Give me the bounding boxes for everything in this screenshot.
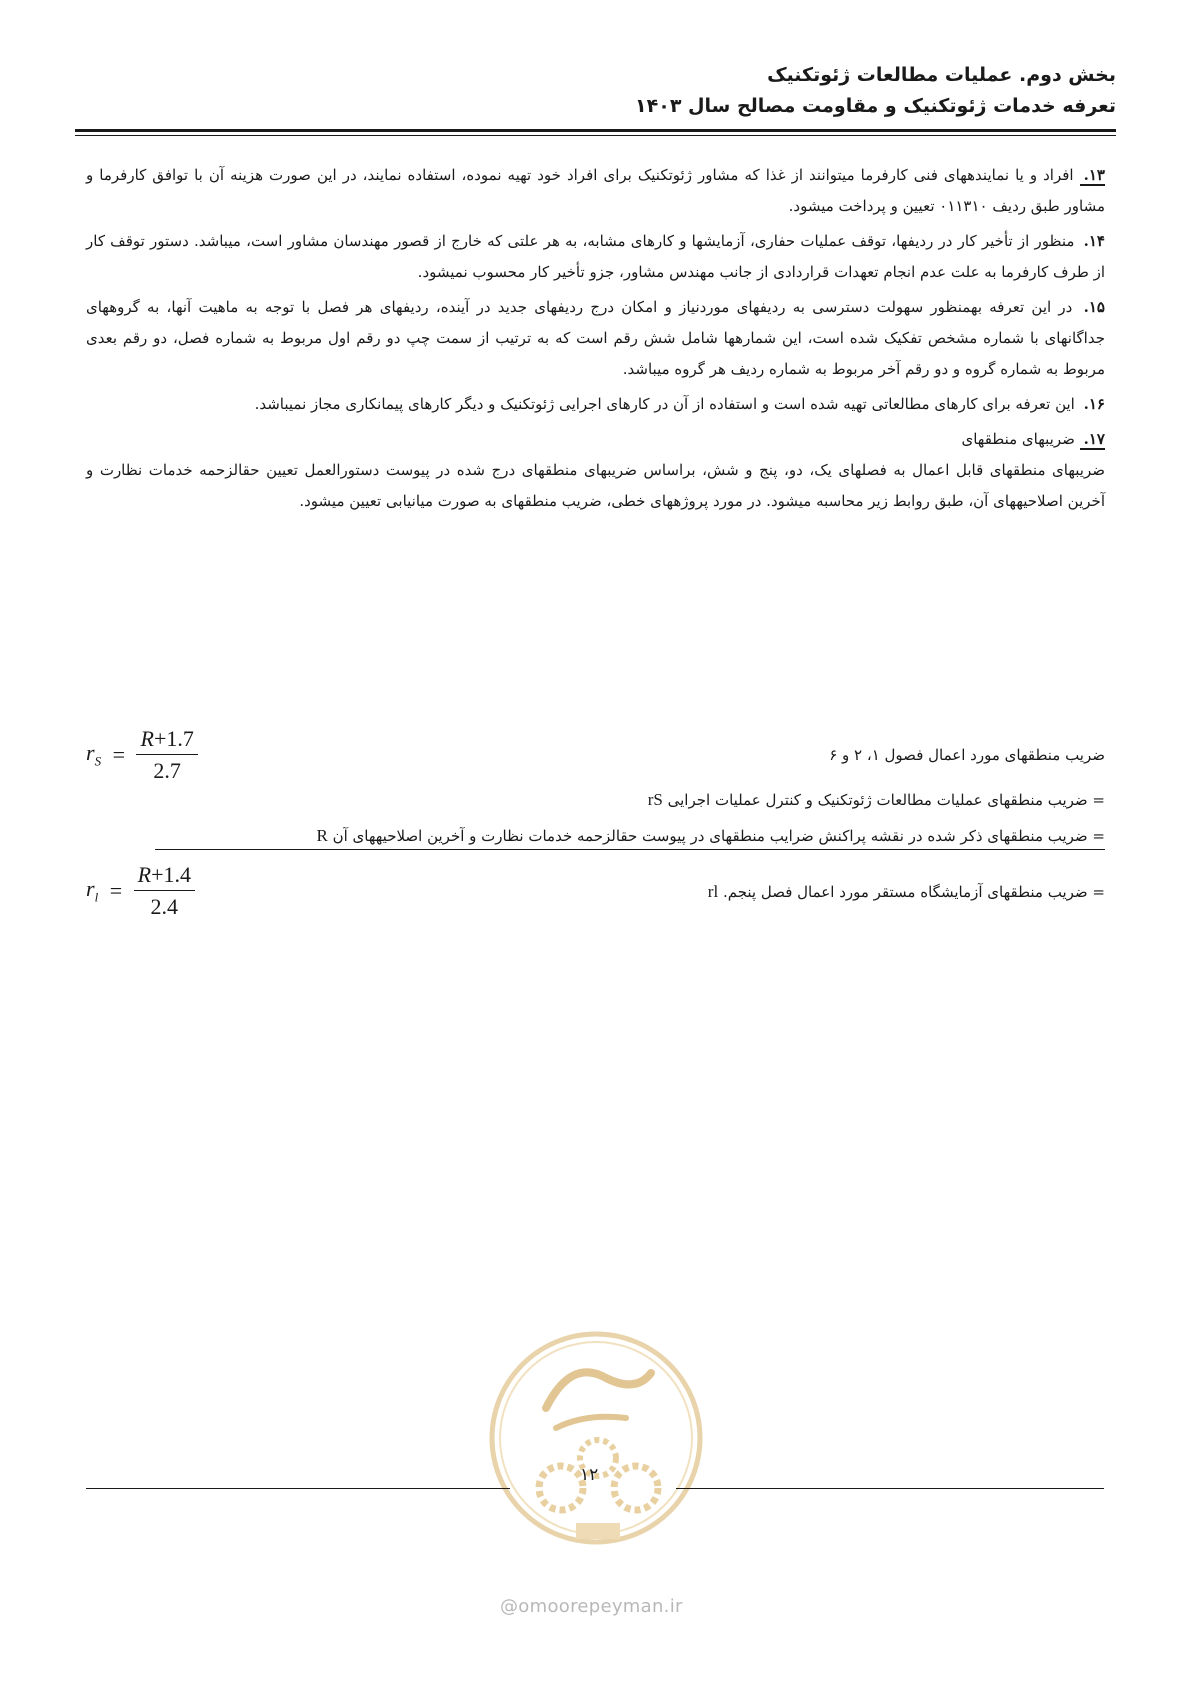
watermark-site-url: @omoorepeyman.ir	[500, 1596, 683, 1617]
section-number: ۱۷.	[1080, 430, 1105, 450]
page-number: ۱۲	[580, 1465, 599, 1485]
equals-sign: =	[109, 878, 123, 903]
paragraph-number: ۱۳.	[1080, 166, 1105, 186]
paragraph-text: افراد و یا نمایندههای فنی کارفرما میتوانند از غذا که مشاور ژئوتکنیک برای افراد خود تهیه نموده، استفاده نمایند، در این صورت هزینه آن با توافق کارفرما و مشاور طبق ردیف ۰۱۱۳۱۰ تعیین و پرداخت میشود.	[86, 166, 1105, 215]
body-text	[86, 160, 1105, 521]
formula-row-1	[86, 726, 1105, 786]
denominator: 2.7	[153, 758, 181, 783]
header-section-title: بخش دوم. عملیات مطالعات ژئوتکنیک	[767, 64, 1116, 86]
paragraph-14	[86, 226, 1105, 288]
symbol-rs: rS	[647, 790, 663, 809]
definition-rl: = ضریب منطقهای آزمایشگاه مستقر مورد اعمال فصل پنجم. rl	[707, 882, 1105, 901]
header-rule-thin	[75, 135, 1116, 136]
section-title: ضریبهای منطقهای	[961, 430, 1075, 448]
fraction	[134, 862, 195, 920]
numerator: R+1.7	[136, 726, 197, 755]
formula-rl	[86, 862, 195, 920]
denominator: 2.4	[150, 894, 179, 919]
page-header	[635, 60, 1116, 122]
paragraph-text: منظور از تأخیر کار در ردیفها، توقف عملیات حفاری، آزمایشها و کارهای مشابه، به هر علتی که خارج از قصور مهندسان مشاور است، میباشد. دستور توقف کار از طرف کارفرما به علت عدم انجام تعهدات قراردادی از جانب مهندس مشاور، جزو تأخیر کار محسوب نمیشود.	[86, 232, 1105, 281]
paragraph-number: ۱۵.	[1083, 298, 1105, 316]
header-rule-thick	[75, 129, 1116, 132]
section-17-heading	[86, 424, 1105, 455]
header-document-title: تعرفه خدمات ژئوتکنیک و مقاومت مصالح سال ۱۴۰۳	[635, 95, 1116, 117]
formula-lhs: $r_S$	[86, 740, 102, 769]
paragraph-15	[86, 292, 1105, 385]
omoorepeyman-logo-watermark	[486, 1318, 706, 1558]
formula-1-label: ضریب منطقهای مورد اعمال فصول ۱، ۲ و ۶	[829, 746, 1105, 764]
symbol-R: R	[316, 826, 328, 845]
footer-rule-right	[676, 1488, 1104, 1489]
fraction	[136, 726, 197, 784]
paragraph-number: ۱۴.	[1083, 232, 1105, 250]
footer-rule-left	[86, 1488, 510, 1489]
definition-R: = ضریب منطقهای ذکر شده در نقشه پراکنش ضرایب منطقهای در پیوست حقالزحمه خدمات نظارت و آخرین اصلاحیههای آن R	[155, 826, 1105, 850]
paragraph-number: ۱۶.	[1083, 395, 1105, 413]
formula-lhs: $r_l$	[86, 876, 99, 905]
paragraph-13	[86, 160, 1105, 222]
section-17-text: ضریبهای منطقهای قابل اعمال به فصلهای یک، دو، پنج و شش، براساس ضریبهای منطقهای درج شده در پیوست دستورالعمل تعیین حقالزحمه خدمات نظارت و آخرین اصلاحیههای آن، طبق روابط زیر محاسبه میشود. در مورد پروژههای خطی، ضریب منطقهای به صورت میانیابی تعیین میشود.	[86, 461, 1105, 510]
paragraph-16	[86, 389, 1105, 420]
symbol-rl: rl	[707, 882, 719, 901]
numerator: R+1.4	[134, 862, 195, 891]
paragraph-text: در این تعرفه بهمنظور سهولت دسترسی به ردیفهای موردنیاز و امکان درج ردیفهای جدید در آینده، ردیفهای هر فصل با توجه به ماهیت آنها، به گروههای جداگانهای با شماره مشخص تفکیک شده است، این شمارهها شامل شش رقم است که به ترتیب از سمت چپ دو رقم اول مربوط به شماره فصل، دو رقم بعدی مربوط به شماره گروه و دو رقم آخر مربوط به شماره ردیف هر گروه میباشد.	[86, 298, 1105, 378]
formula-rs	[86, 726, 198, 784]
equals-sign: =	[112, 742, 125, 767]
definition-rs: = ضریب منطقهای عملیات مطالعات ژئوتکنیک و کنترل عملیات اجرایی rS	[647, 790, 1105, 809]
paragraph-text: این تعرفه برای کارهای مطالعاتی تهیه شده است و استفاده از آن در کارهای اجرایی ژئوتکنیک و دیگر کارهای پیمانکاری مجاز نمیباشد.	[254, 395, 1075, 413]
